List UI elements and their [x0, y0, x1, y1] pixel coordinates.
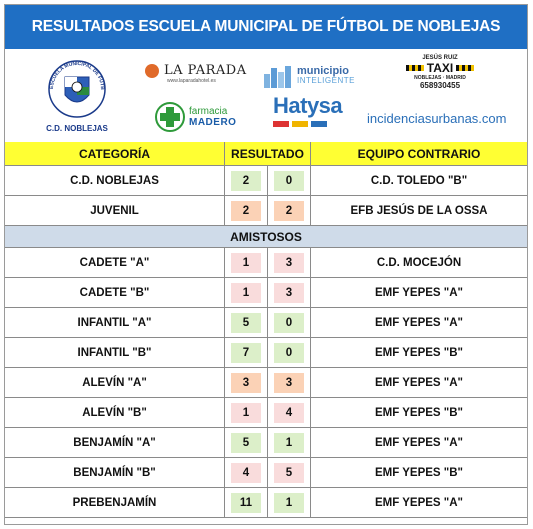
match-row — [5, 368, 527, 398]
match-category: ALEVÍN "B" — [5, 398, 225, 427]
municipio-inteligente-logo — [263, 61, 368, 91]
header-result: RESULTADO — [225, 142, 311, 165]
match-row — [5, 488, 527, 518]
municipio-line1: municipio — [297, 65, 349, 77]
match-opponent: EMF YEPES "B" — [374, 406, 464, 419]
match-opponent: EFB JESÚS DE LA OSSA — [350, 204, 488, 217]
match-opponent: C.D. MOCEJÓN — [376, 256, 462, 269]
match-category: PREBENJAMÍN — [5, 488, 225, 517]
match-result — [225, 338, 311, 367]
score-home: 4 — [231, 463, 261, 483]
score-home: 1 — [231, 403, 261, 423]
score-cell-home — [225, 368, 268, 397]
score-cell-away — [268, 248, 310, 277]
match-row — [5, 248, 527, 278]
hatysa-logo — [273, 93, 363, 133]
score-away: 1 — [274, 433, 304, 453]
sponsors-banner — [5, 49, 527, 142]
match-result — [225, 248, 311, 277]
match-category: ALEVÍN "A" — [5, 368, 225, 397]
score-away: 1 — [274, 493, 304, 513]
score-home: 3 — [231, 373, 261, 393]
score-cell-home — [225, 338, 268, 367]
score-cell-away — [268, 196, 310, 225]
taxi-logo — [395, 55, 485, 105]
match-opponent: EMF YEPES "B" — [374, 346, 464, 359]
match-category: INFANTIL "B" — [5, 338, 225, 367]
taxi-line3: NOBLEJAS · MADRID — [414, 75, 466, 81]
farmacia-line2: MADERO — [189, 117, 237, 128]
score-cell-away — [268, 338, 310, 367]
taxi-checker-right — [456, 65, 474, 71]
farmacia-line1: farmacia — [189, 106, 228, 117]
pharmacy-cross-icon — [155, 102, 185, 132]
match-row — [5, 196, 527, 226]
score-cell-home — [225, 278, 268, 307]
score-cell-away — [268, 488, 310, 517]
score-cell-home — [225, 196, 268, 225]
score-home: 5 — [231, 313, 261, 333]
municipio-line2: INTELIGENTE — [297, 76, 355, 85]
match-opponent: C.D. TOLEDO "B" — [370, 174, 468, 187]
taxi-checker-left — [406, 65, 424, 71]
score-cell-home — [225, 398, 268, 427]
page-title: RESULTADOS ESCUELA MUNICIPAL DE FÚTBOL DE NOBLEJAS — [5, 5, 527, 49]
match-category: BENJAMÍN "A" — [5, 428, 225, 457]
score-cell-home — [225, 308, 268, 337]
hatysa-bar-yellow — [292, 121, 308, 127]
match-opponent: EMF YEPES "B" — [374, 466, 464, 479]
match-opponent: EMF YEPES "A" — [374, 376, 464, 389]
taxi-line2: TAXI — [426, 61, 454, 75]
score-cell-away — [268, 166, 310, 195]
score-away: 3 — [274, 373, 304, 393]
score-away: 3 — [274, 253, 304, 273]
la-parada-name: LA PARADA — [164, 63, 247, 78]
match-opponent: EMF YEPES "A" — [374, 436, 464, 449]
match-category: BENJAMÍN "B" — [5, 458, 225, 487]
score-cell-home — [225, 248, 268, 277]
match-row — [5, 428, 527, 458]
score-away: 2 — [274, 201, 304, 221]
match-result — [225, 488, 311, 517]
taxi-phone: 658930455 — [419, 81, 461, 90]
match-result — [225, 166, 311, 195]
hatysa-bar-red — [273, 121, 289, 127]
match-row — [5, 278, 527, 308]
score-cell-away — [268, 458, 310, 487]
match-result — [225, 278, 311, 307]
match-category: INFANTIL "A" — [5, 308, 225, 337]
score-cell-home — [225, 458, 268, 487]
score-cell-away — [268, 368, 310, 397]
score-home: 11 — [231, 493, 261, 513]
score-cell-home — [225, 166, 268, 195]
farmacia-madero-logo — [155, 99, 255, 135]
match-row — [5, 338, 527, 368]
header-opponent: EQUIPO CONTRARIO — [357, 146, 481, 161]
match-category: CADETE "A" — [5, 248, 225, 277]
score-home: 7 — [231, 343, 261, 363]
la-parada-logo — [145, 63, 255, 93]
score-cell-home — [225, 488, 268, 517]
match-category: C.D. NOBLEJAS — [5, 166, 225, 195]
match-category: CADETE "B" — [5, 278, 225, 307]
results-table — [5, 142, 527, 518]
match-category: JUVENIL — [5, 196, 225, 225]
match-result — [225, 398, 311, 427]
header-category: CATEGORÍA — [5, 142, 225, 165]
score-cell-away — [268, 308, 310, 337]
hatysa-bar-blue — [311, 121, 327, 127]
score-home: 2 — [231, 171, 261, 191]
score-cell-away — [268, 428, 310, 457]
score-home: 1 — [231, 283, 261, 303]
match-row — [5, 458, 527, 488]
club-crest-logo — [43, 55, 111, 133]
incidencias-urbanas-logo: incidenciasurbanas.com — [367, 111, 507, 126]
score-away: 5 — [274, 463, 304, 483]
match-result — [225, 428, 311, 457]
club-crest-name: C.D. NOBLEJAS — [46, 124, 108, 133]
score-away: 3 — [274, 283, 304, 303]
la-parada-icon — [145, 64, 159, 78]
score-home: 1 — [231, 253, 261, 273]
la-parada-url: www.laparadahotel.es — [167, 78, 216, 84]
taxi-line1: JESÚS RUIZ — [422, 55, 458, 61]
city-skyline-icon — [263, 64, 295, 88]
match-result — [225, 368, 311, 397]
score-home: 2 — [231, 201, 261, 221]
score-cell-home — [225, 428, 268, 457]
score-away: 0 — [274, 171, 304, 191]
match-opponent: EMF YEPES "A" — [374, 286, 464, 299]
table-header-row — [5, 142, 527, 166]
section-header-friendlies: AMISTOSOS — [5, 226, 527, 248]
score-away: 4 — [274, 403, 304, 423]
hatysa-name: Hatysa — [273, 93, 343, 118]
club-crest-arc-text: ESCUELA MUNICIPAL DE FÚTB — [48, 60, 106, 90]
match-opponent: EMF YEPES "A" — [374, 496, 464, 509]
score-away: 0 — [274, 343, 304, 363]
match-result — [225, 196, 311, 225]
match-opponent: EMF YEPES "A" — [374, 316, 464, 329]
score-away: 0 — [274, 313, 304, 333]
match-row — [5, 166, 527, 196]
match-row — [5, 308, 527, 338]
score-cell-away — [268, 398, 310, 427]
match-result — [225, 458, 311, 487]
score-cell-away — [268, 278, 310, 307]
match-result — [225, 308, 311, 337]
match-row — [5, 398, 527, 428]
score-home: 5 — [231, 433, 261, 453]
